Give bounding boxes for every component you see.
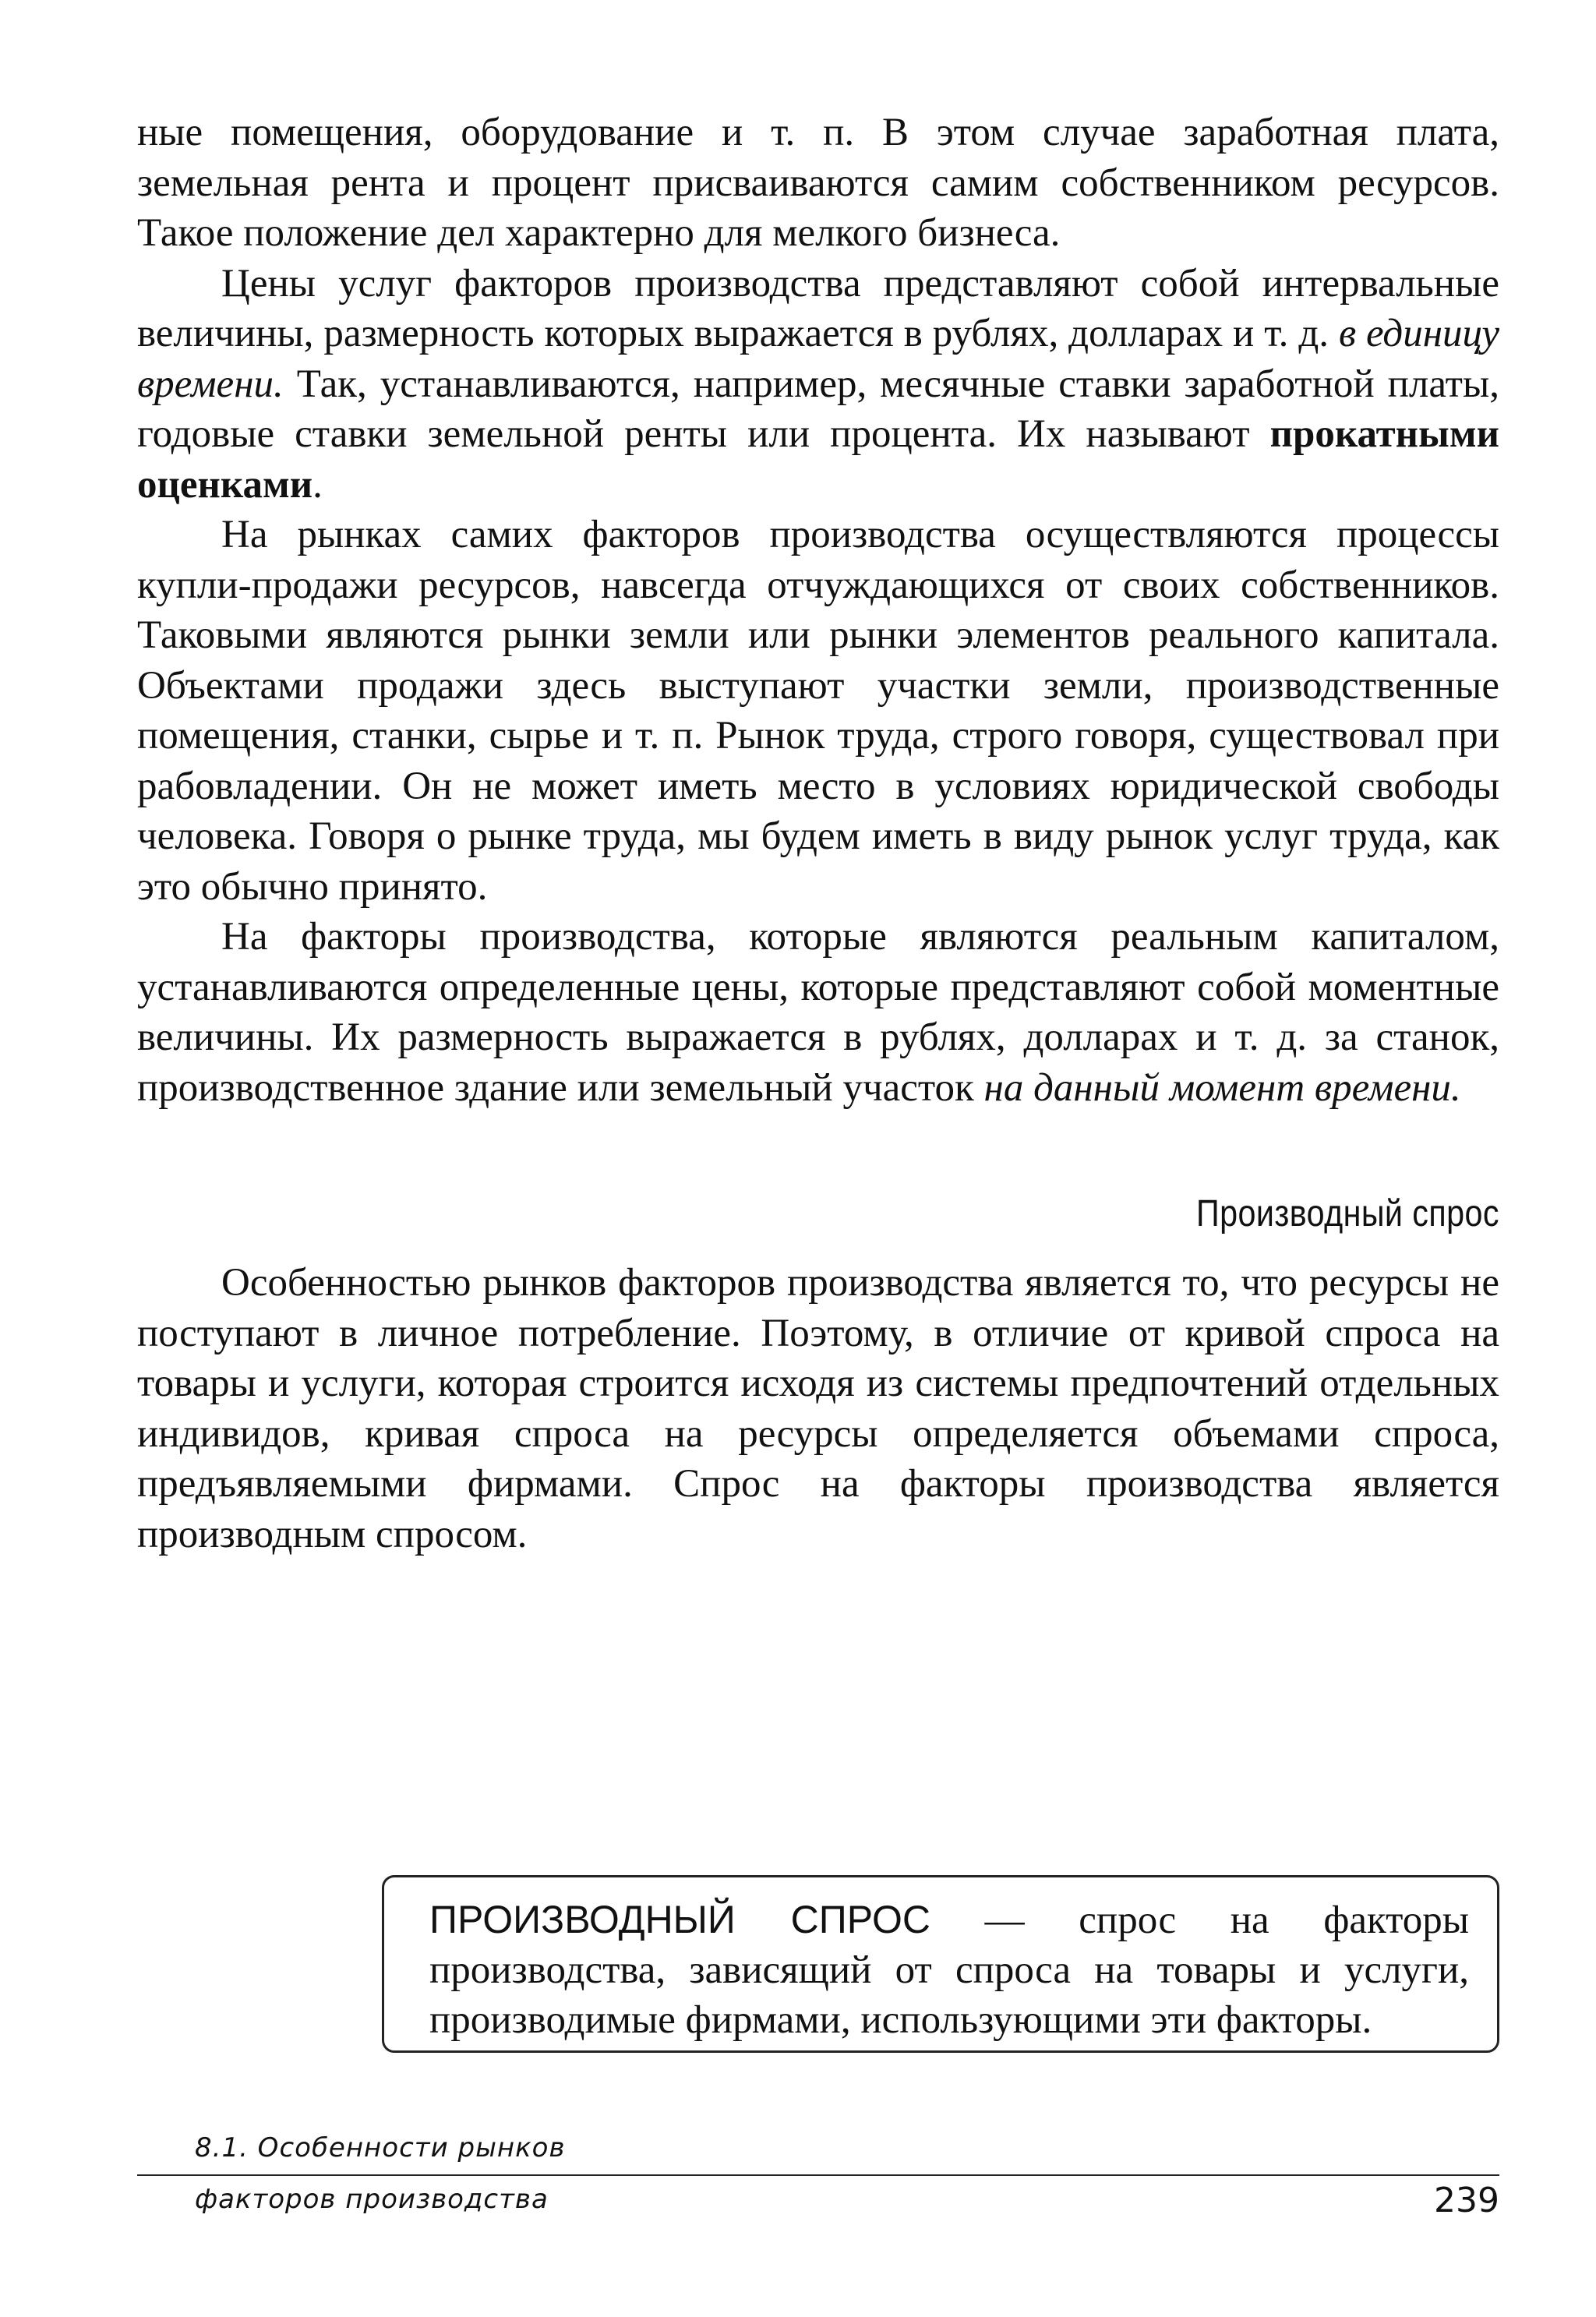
paragraph-continuation: ные помещения, оборудование и т. п. В этом случае заработная плата, земельная рента и процент присваиваются самим собственником ресурсов. Такое положение дел характерно для мелкого бизнеса.: [137, 111, 1499, 255]
heading-spacer: [137, 1238, 1499, 1258]
paragraph-rental-prices-middle: Так, устанавливаются, например, месячные ставки заработной платы, годовые ставки земельной ренты или процента. Их называют: [137, 362, 1499, 456]
running-footer-subtitle: факторов производства: [195, 2184, 549, 2215]
term-rental-estimates: прокатными оценками: [137, 412, 1499, 507]
definition-box: [382, 1875, 1499, 2053]
paragraph-capital-prices: [137, 912, 1499, 1113]
text-column: [137, 108, 1499, 1559]
paragraph-capital-prices-start: На факторы производства, которые являются реальным капиталом, устанавливаются определенные цены, которые представляют собой моментные величины. Их размерность выражается в рублях, долларах и т. д. за станок, производственное здание или земельный участок: [137, 915, 1499, 1110]
emphasis-per-unit-time: в единицу времени.: [137, 312, 1499, 406]
paragraph-rental-prices: [137, 259, 1499, 510]
page-number: 239: [1434, 2181, 1499, 2220]
running-footer-section: 8.1. Особенности рынков: [195, 2132, 566, 2163]
definition-text: [429, 1895, 1469, 2045]
footer-rule: [137, 2174, 1499, 2176]
paragraph-rental-prices-start: Цены услуг факторов производства представляют собой интервальные величины, размерность которых выражается в рублях, долларах и т. д.: [137, 261, 1499, 355]
section-heading: Производный спрос: [1195, 1193, 1499, 1234]
definition-body: — спрос на факторы производства, зависящий от спроса на товары и услуги, производимые фирмами, использующими эти факторы.: [429, 1898, 1470, 2042]
paragraph-rental-prices-end: .: [312, 462, 323, 507]
definition-term: ПРОИЗВОДНЫЙ СПРОС: [429, 1898, 930, 1941]
paragraph-factor-markets: На рынках самих факторов производства осуществляются процессы купли-продажи ресурсов, навсегда отчуждающихся от своих собственников. Таковыми являются рынки земли или рынки элементов реального капитала. Объектами продажи здесь выступают участки земли, производственные помещения, станки, сырье и т. п. Рынок труда, строго говоря, существовал при рабовладении. Он не может иметь место в условиях юридической свободы человека. Говоря о рынке труда, мы будем иметь в виду рынок услуг труда, как это обычно принято.: [137, 513, 1499, 909]
section-spacer: [137, 1113, 1499, 1191]
emphasis-at-moment: на данный момент времени.: [983, 1065, 1461, 1110]
paragraph-derived-demand: Особенностью рынков факторов производства является то, что ресурсы не поступают в личное потребление. Поэтому, в отличие от кривой спроса на товары и услуги, которая строится исходя из системы предпочтений отдельных индивидов, кривая спроса на ресурсы определяется объемами спроса, предъявляемыми фирмами. Спрос на факторы производства является производным спросом.: [137, 1261, 1499, 1556]
